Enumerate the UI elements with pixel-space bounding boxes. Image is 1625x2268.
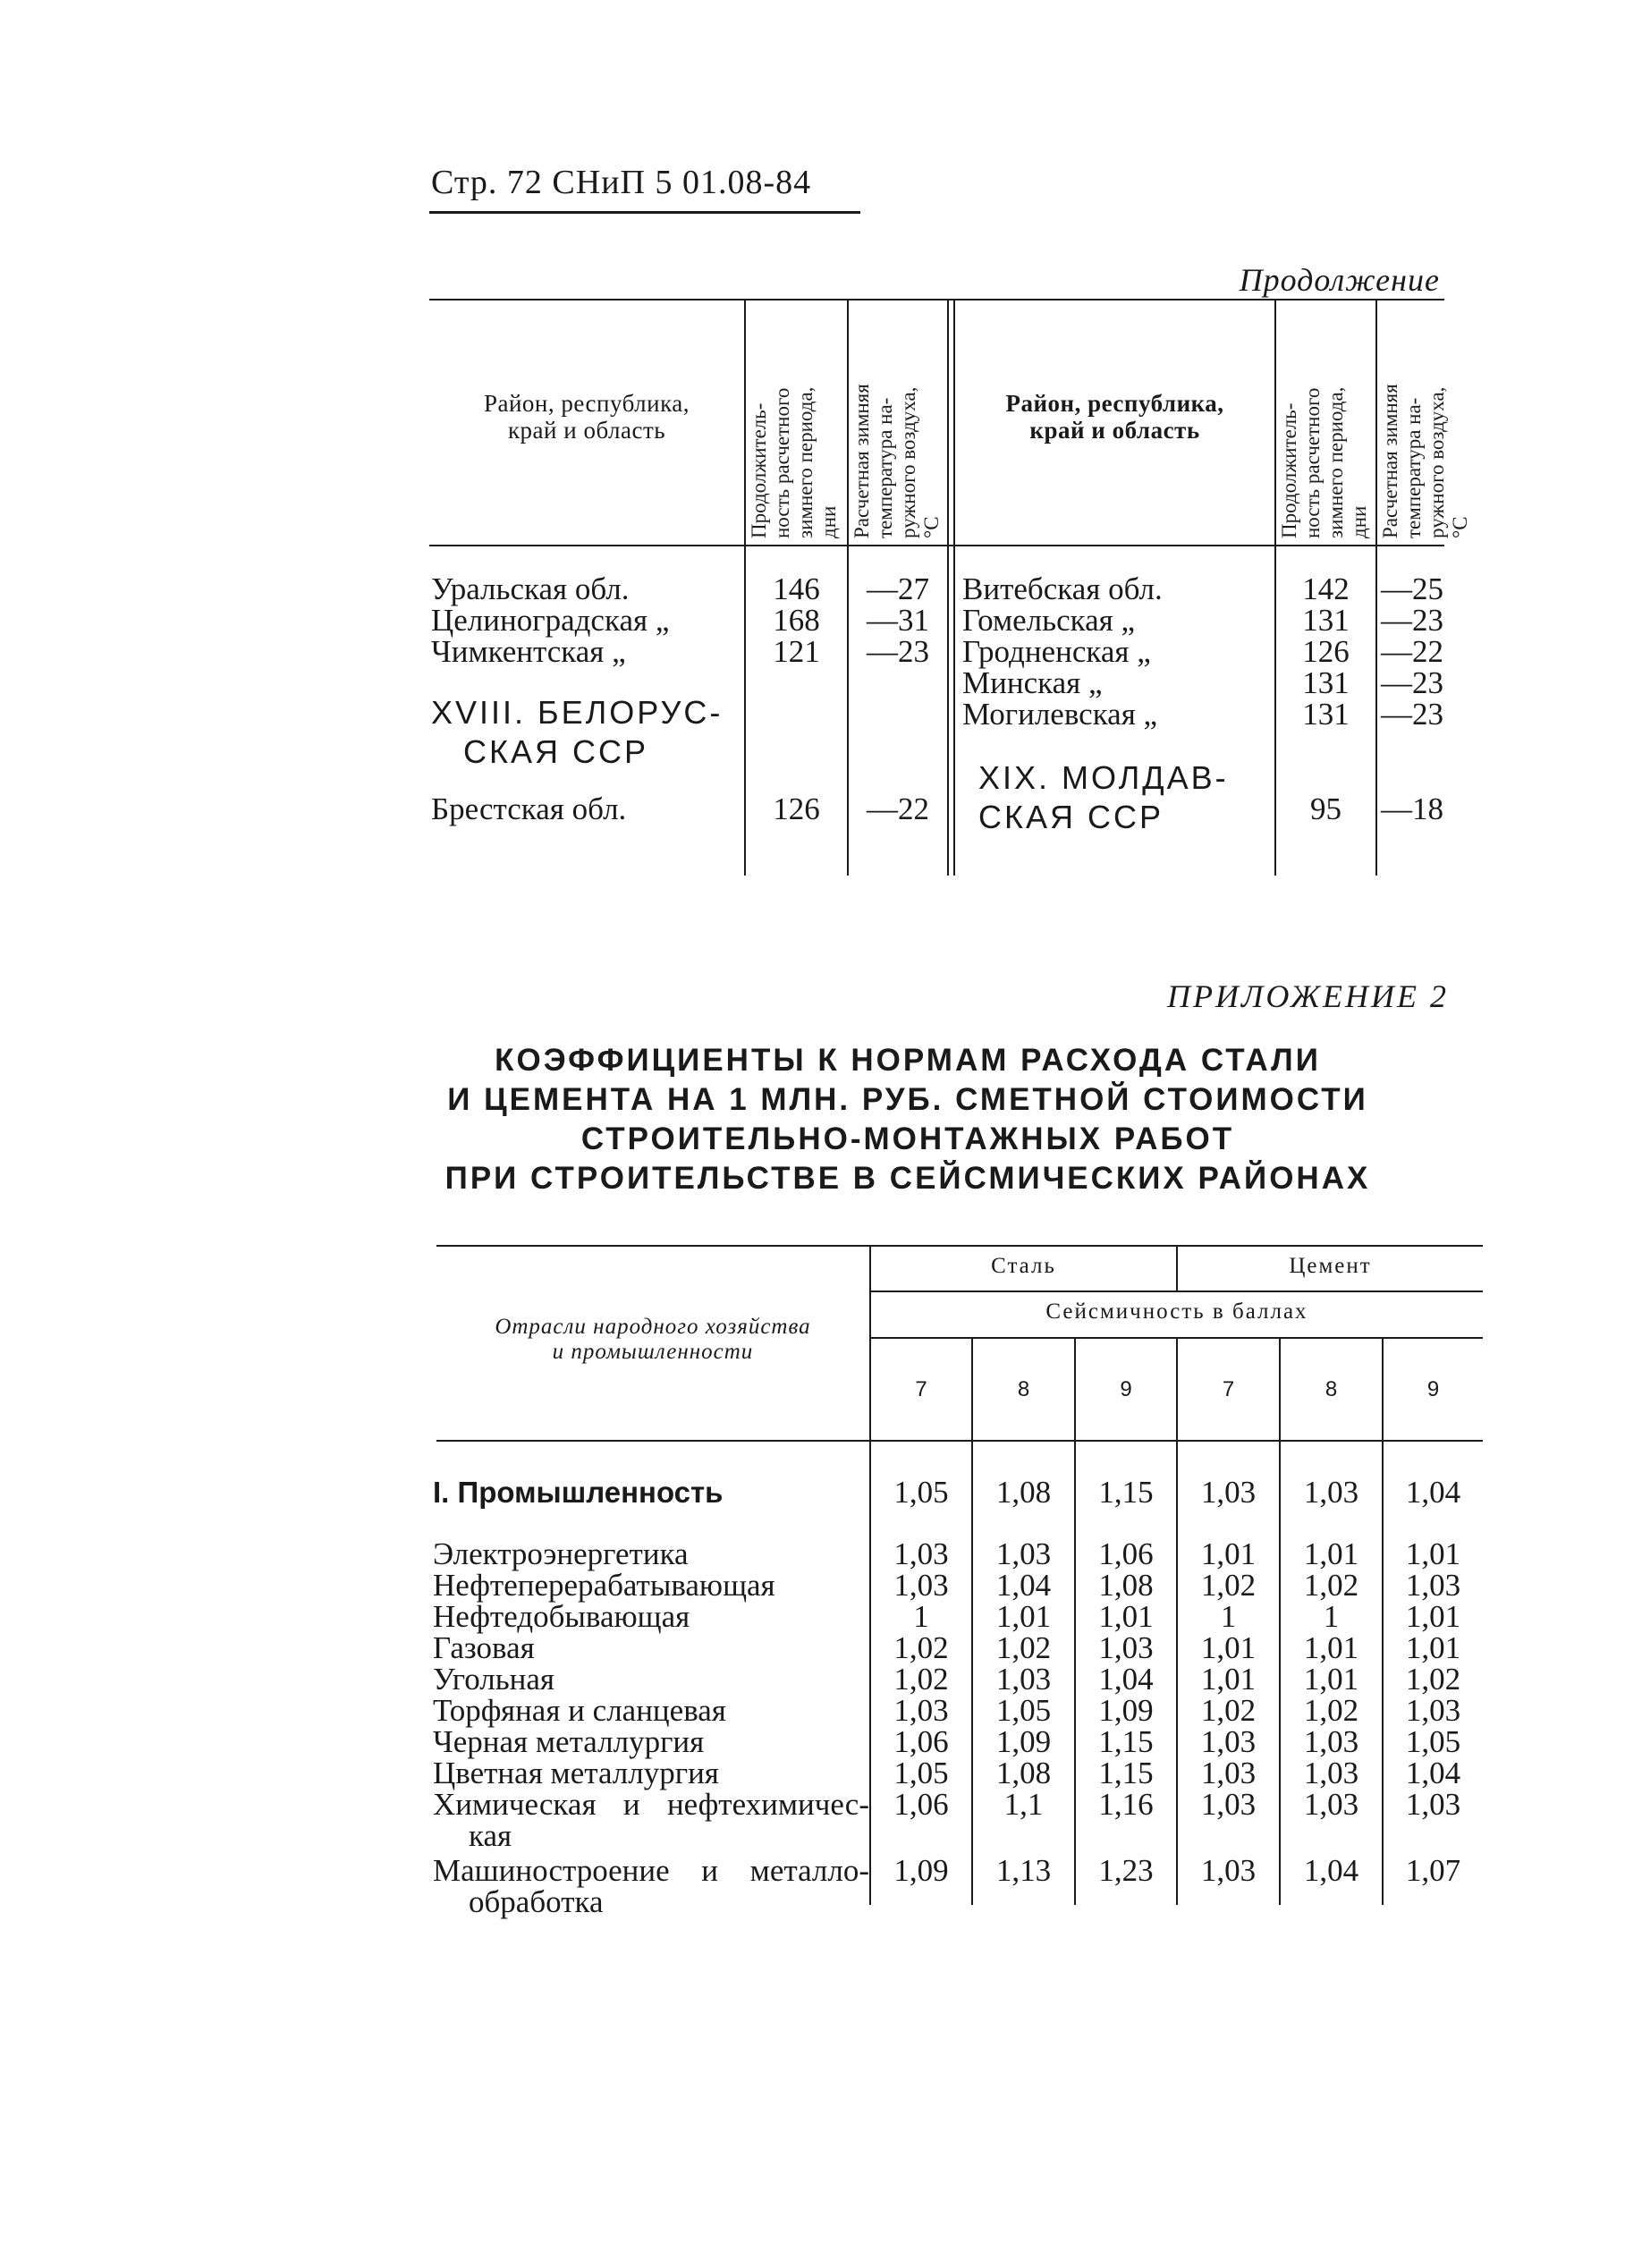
value-cell: 1,06: [1098, 1536, 1154, 1571]
value-cell: 1,05: [893, 1756, 949, 1790]
industry-name-continued: обработка: [469, 1884, 604, 1919]
value-cell: 1,03: [893, 1536, 949, 1571]
days-value: 131: [1302, 697, 1350, 732]
appendix-title-line: И ЦЕМЕНТА НА 1 МЛН. РУБ. СМЕТНОЙ СТОИМОСТИ: [447, 1082, 1368, 1117]
industry-column-header: Отрасли народного хозяйства и промышленности: [495, 1315, 811, 1364]
value-cell: 1,04: [1405, 1756, 1461, 1790]
value-cell: 1,05: [1405, 1724, 1461, 1759]
value-cell: 1,08: [995, 1756, 1052, 1790]
temp-value: —23: [1381, 603, 1443, 638]
value-cell: 1,1: [1003, 1787, 1044, 1822]
value-cell: 1,03: [1303, 1724, 1359, 1759]
temp-value: —22: [1381, 634, 1443, 669]
region-name: Чимкентская „: [431, 634, 626, 669]
days-value: 142: [1302, 571, 1350, 606]
industry-name: Машиностроение и металло-: [433, 1853, 869, 1888]
points-header: 7: [1222, 1377, 1235, 1401]
industry-name: Угольная: [433, 1662, 555, 1697]
value-cell: 1,03: [1405, 1693, 1461, 1728]
value-cell: 1,04: [995, 1568, 1052, 1603]
industry-name: Газовая: [433, 1630, 535, 1665]
region-right-column-header: Район, республика, край и область: [1005, 390, 1224, 444]
value-cell: 1,01: [1200, 1630, 1257, 1665]
value-cell: 1,03: [1303, 1475, 1359, 1510]
temp-value: —23: [867, 634, 929, 669]
value-cell: 1,02: [995, 1630, 1052, 1665]
value-cell: 1,04: [1405, 1475, 1461, 1510]
value-cell: 1,02: [1405, 1662, 1461, 1697]
value-cell: 1,04: [1303, 1853, 1359, 1888]
region-name: Целиноградская „: [431, 603, 670, 638]
days-value: 95: [1310, 791, 1341, 826]
value-cell: 1,02: [893, 1662, 949, 1697]
temp-value: —31: [867, 603, 929, 638]
temp-value: —23: [1381, 665, 1443, 700]
appendix-title-line: КОЭФФИЦИЕНТЫ К НОРМАМ РАСХОДА СТАЛИ: [495, 1043, 1321, 1078]
value-cell: 1,01: [1200, 1536, 1257, 1571]
appendix-label: ПРИЛОЖЕНИЕ 2: [1167, 978, 1449, 1014]
value-cell: 1,03: [995, 1662, 1052, 1697]
value-cell: 1,03: [1200, 1787, 1257, 1822]
industry-name: Нефтедобывающая: [433, 1599, 690, 1634]
industry-section-name: I. Промышленность: [433, 1476, 724, 1509]
value-cell: 1,15: [1098, 1756, 1154, 1790]
industry-name: Черная металлургия: [433, 1724, 705, 1759]
region-name: Уральская обл.: [431, 571, 630, 606]
value-cell: 1,03: [1200, 1724, 1257, 1759]
points-header: 9: [1120, 1377, 1132, 1401]
value-cell: 1,01: [995, 1599, 1052, 1634]
region-name: Могилевская „: [962, 697, 1158, 732]
industry-name: Электроэнергетика: [433, 1536, 689, 1571]
value-cell: 1,03: [1303, 1756, 1359, 1790]
industry-name-continued: кая: [469, 1818, 512, 1853]
days-value: 126: [1302, 634, 1350, 669]
region-name: Минская „: [962, 665, 1103, 700]
value-cell: 1,07: [1405, 1853, 1461, 1888]
temp-value: —18: [1381, 791, 1443, 826]
value-cell: 1,04: [1098, 1662, 1154, 1697]
value-cell: 1,06: [893, 1787, 949, 1822]
value-cell: 1,03: [1405, 1568, 1461, 1603]
value-cell: 1,02: [893, 1630, 949, 1665]
value-cell: 1,01: [1098, 1599, 1154, 1634]
days-value: 131: [1302, 665, 1350, 700]
region-name: Брестская обл.: [431, 791, 627, 826]
value-cell: 1,05: [893, 1475, 949, 1510]
duration-right-column-header: Продолжитель- ность расчетного зимнего периода, дни: [1278, 386, 1370, 538]
region-name: Гомельская „: [962, 603, 1136, 638]
value-cell: 1,01: [1200, 1662, 1257, 1697]
continuation-label: Продолжение: [1239, 262, 1440, 298]
value-cell: 1: [1323, 1599, 1340, 1634]
temperature-column-header: Расчетная зимняя температура на- ружного воздуха, °С: [851, 384, 943, 538]
value-cell: 1,03: [1200, 1853, 1257, 1888]
cement-header: Цемент: [1289, 1254, 1372, 1278]
temp-value: —22: [867, 791, 929, 826]
value-cell: 1,03: [1303, 1787, 1359, 1822]
value-cell: 1,13: [995, 1853, 1052, 1888]
points-header: 7: [915, 1377, 927, 1401]
steel-header: Сталь: [991, 1254, 1056, 1278]
value-cell: 1,03: [995, 1536, 1052, 1571]
industry-name: Нефтеперерабатывающая: [433, 1568, 775, 1603]
value-cell: 1,05: [995, 1693, 1052, 1728]
temp-value: —25: [1381, 571, 1443, 606]
days-value: 131: [1302, 603, 1350, 638]
appendix-title-line: ПРИ СТРОИТЕЛЬСТВЕ В СЕЙСМИЧЕСКИХ РАЙОНАХ: [444, 1161, 1371, 1196]
value-cell: 1,02: [1303, 1568, 1359, 1603]
value-cell: 1,03: [1098, 1630, 1154, 1665]
page-header: Стр. 72 СНиП 5 01.08-84: [431, 164, 812, 201]
temp-value: —23: [1381, 697, 1443, 732]
region-column-header: Район, республика, край и область: [483, 390, 690, 444]
points-header: 9: [1426, 1377, 1440, 1401]
industry-name: Цветная металлургия: [433, 1756, 719, 1790]
days-value: 121: [773, 634, 820, 669]
value-cell: 1,06: [893, 1724, 949, 1759]
days-value: 168: [773, 603, 820, 638]
value-cell: 1: [913, 1599, 929, 1634]
value-cell: 1,02: [1200, 1568, 1257, 1603]
value-cell: 1,09: [893, 1853, 949, 1888]
value-cell: 1,08: [995, 1475, 1052, 1510]
value-cell: 1,15: [1098, 1475, 1154, 1510]
region-name: Гродненская „: [962, 634, 1151, 669]
value-cell: 1,01: [1405, 1536, 1461, 1571]
value-cell: 1,09: [995, 1724, 1052, 1759]
section-heading-moldavia: XIX. МОЛДАВ- СКАЯ ССР: [978, 759, 1229, 835]
value-cell: 1,16: [1098, 1787, 1154, 1822]
days-value: 126: [773, 791, 820, 826]
value-cell: 1,03: [1200, 1756, 1257, 1790]
value-cell: 1,23: [1098, 1853, 1154, 1888]
value-cell: 1,08: [1098, 1568, 1154, 1603]
value-cell: 1,01: [1405, 1630, 1461, 1665]
value-cell: 1,03: [893, 1568, 949, 1603]
industry-name: Химическая и нефтехимичес-: [433, 1787, 869, 1822]
value-cell: 1,03: [893, 1693, 949, 1728]
points-header: 8: [1017, 1377, 1030, 1401]
section-heading-belarus: XVIII. БЕЛОРУС- СКАЯ ССР: [431, 694, 724, 770]
temp-value: —27: [867, 571, 929, 606]
header-rule: [429, 211, 860, 214]
days-value: 146: [773, 571, 820, 606]
region-name: Витебская обл.: [962, 571, 1163, 606]
value-cell: 1,02: [1200, 1693, 1257, 1728]
value-cell: 1,01: [1303, 1630, 1359, 1665]
value-cell: 1,09: [1098, 1693, 1154, 1728]
value-cell: 1,01: [1405, 1599, 1461, 1634]
points-header: 8: [1325, 1377, 1338, 1401]
duration-column-header: Продолжитель- ность расчетного зимнего периода, дни: [748, 386, 840, 538]
value-cell: 1,03: [1200, 1475, 1257, 1510]
value-cell: 1,01: [1303, 1662, 1359, 1697]
value-cell: 1,02: [1303, 1693, 1359, 1728]
value-cell: 1,01: [1303, 1536, 1359, 1571]
industry-name: Торфяная и сланцевая: [433, 1693, 726, 1728]
seismicity-header: Сейсмичность в баллах: [1045, 1299, 1308, 1324]
value-cell: 1: [1220, 1599, 1237, 1634]
temperature-right-column-header: Расчетная зимняя температура на- ружного воздуха, °С: [1379, 384, 1471, 538]
value-cell: 1,15: [1098, 1724, 1154, 1759]
value-cell: 1,03: [1405, 1787, 1461, 1822]
appendix-title-line: СТРОИТЕЛЬНО-МОНТАЖНЫХ РАБОТ: [580, 1121, 1235, 1156]
